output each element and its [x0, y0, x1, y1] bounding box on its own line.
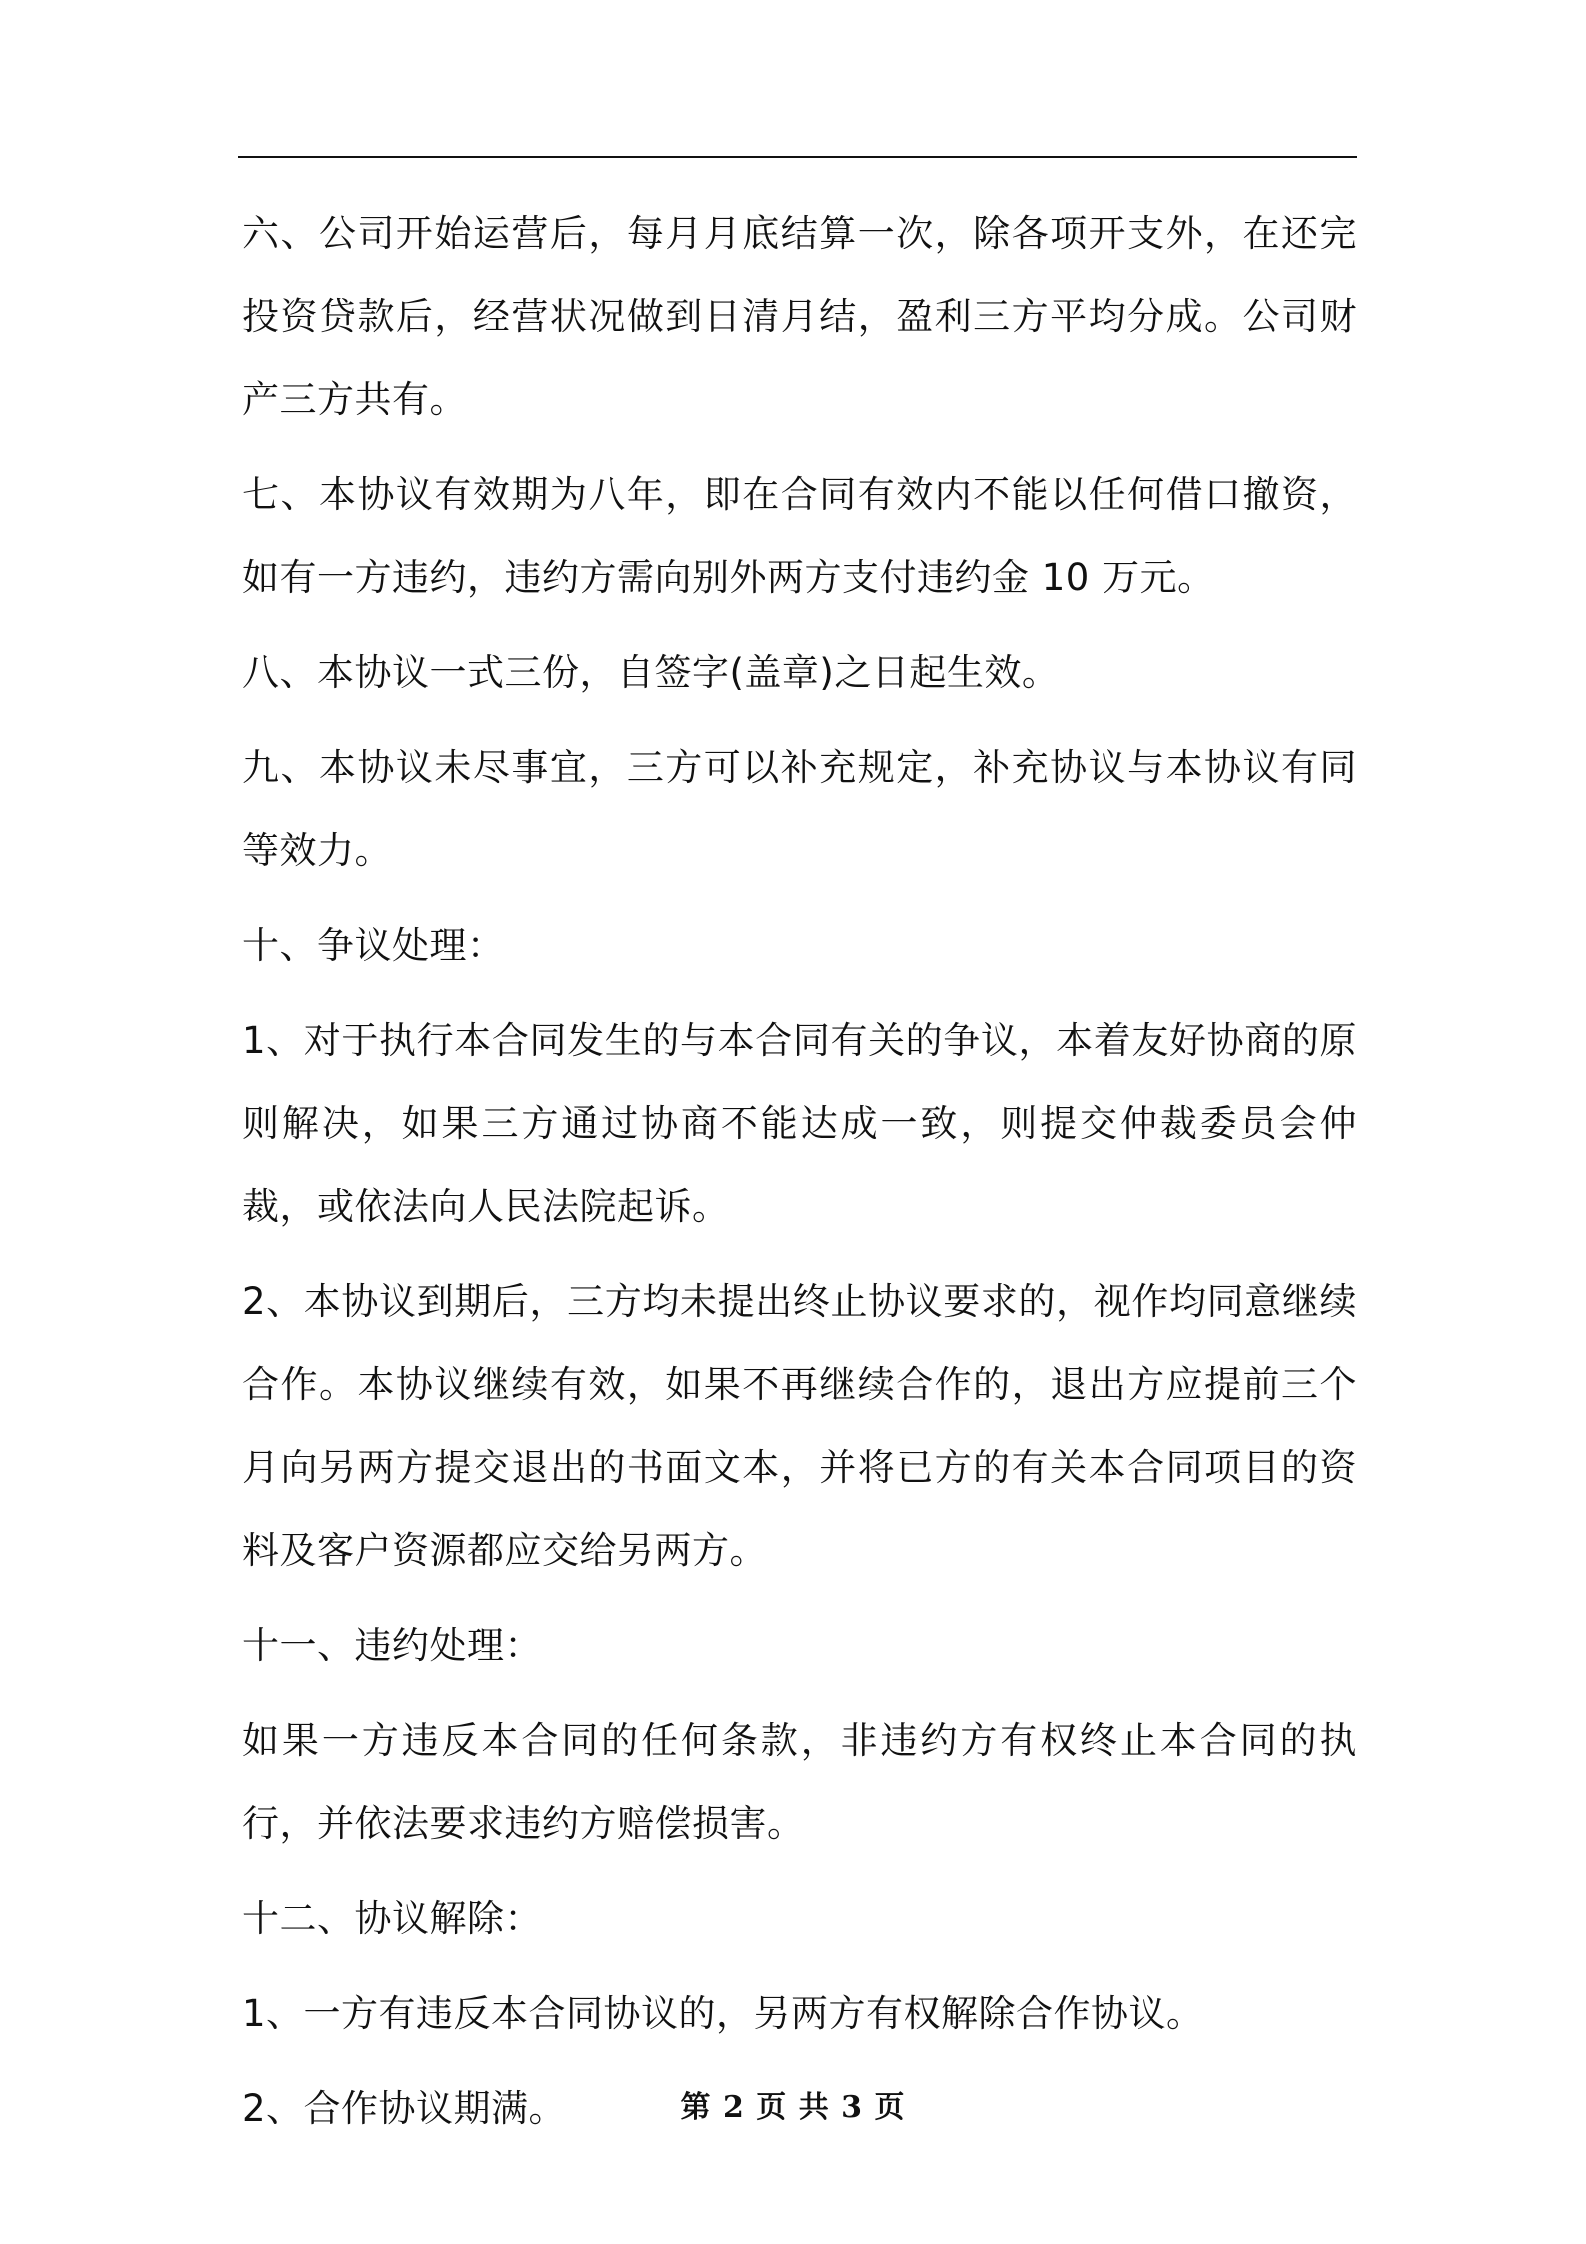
clause-12-item-2: 2、合作协议期满。 — [242, 2087, 567, 2130]
clause-9: 九、本协议未尽事宜，三方可以补充规定，补充协议与本协议有同等效力。 — [242, 746, 1357, 872]
clause-11-heading: 十一、违约处理： — [242, 1624, 542, 1667]
document-body — [242, 192, 1357, 2162]
clause-6: 六、公司开始运营后，每月月底结算一次，除各项开支外，在还完投资贷款后，经营状况做到日清月结，盈利三方平均分成。公司财产三方共有。 — [242, 212, 1357, 421]
clause-11-text: 如果一方违反本合同的任何条款，非违约方有权终止本合同的执行，并依法要求违约方赔偿损害。 — [242, 1719, 1357, 1845]
header-rule — [238, 156, 1357, 158]
clause-12-heading: 十二、协议解除： — [242, 1897, 542, 1940]
clause-10-item-2: 2、本协议到期后，三方均未提出终止协议要求的，视作均同意继续合作。本协议继续有效，如果不再继续合作的，退出方应提前三个月向另两方提交退出的书面文本，并将已方的有关本合同项目的资料及客户资源都应交给另两方。 — [242, 1280, 1357, 1572]
clause-10-item-1: 1、对于执行本合同发生的与本合同有关的争议，本着友好协商的原则解决，如果三方通过协商不能达成一致，则提交仲裁委员会仲裁，或依法向人民法院起诉。 — [242, 1019, 1357, 1228]
clause-10-heading: 十、争议处理： — [242, 924, 505, 967]
clause-7: 七、本协议有效期为八年，即在合同有效内不能以任何借口撤资，如有一方违约，违约方需向别外两方支付违约金 10 万元。 — [242, 473, 1357, 599]
page-number: 第 2 页 共 3 页 — [680, 2090, 906, 2125]
clause-8: 八、本协议一式三份，自签字(盖章)之日起生效。 — [242, 651, 1060, 694]
clause-12-item-1: 1、一方有违反本合同协议的，另两方有权解除合作协议。 — [242, 1992, 1204, 2035]
